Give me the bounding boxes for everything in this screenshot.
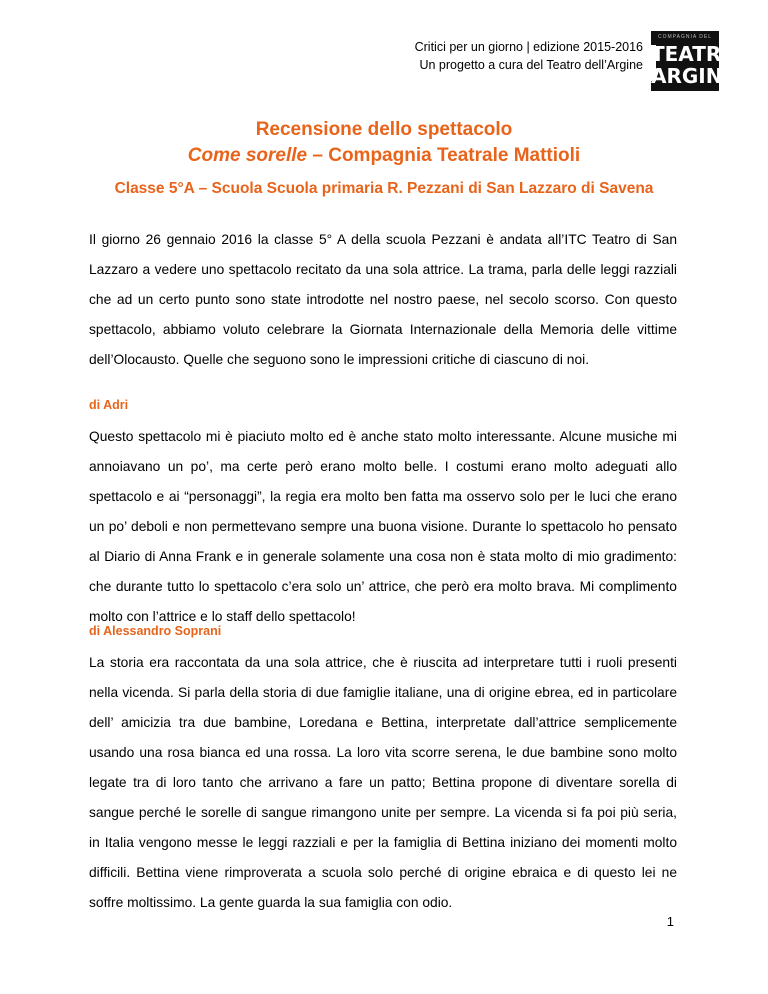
logo-line-2: ARGINE [651, 64, 737, 88]
intro-paragraph: Il giorno 26 gennaio 2016 la classe 5° A della scuola Pezzani è andata all’ITC Teatro di San Lazzaro a vedere uno spettacolo recitato da una sola attrice. La trama, parla delle leggi razziali che ad un certo punto sono state introdotte nel nostro paese, nel secolo scorso. Con questo spettacolo, abbiamo voluto celebrare la Giornata Internazionale della Memoria delle vittime dell’Olocausto. Quelle che seguono sono le impressioni critiche di ciascuno di noi. [89, 232, 677, 367]
logo-small-text: COMPAGNIA DEL [657, 34, 713, 40]
section-heading-adri: di Adri [89, 398, 129, 412]
header-line-2: Un progetto a cura del Teatro dell’Argine [419, 58, 643, 72]
title-line-1: Recensione dello spettacolo [255, 119, 513, 140]
teatro-argine-logo [651, 31, 739, 91]
page-number: 1 [666, 914, 674, 929]
company-name: – Compagnia Teatrale Mattioli [307, 145, 581, 166]
section-body-soprani: La storia era raccontata da una sola attrice, che è riuscita ad interpretare tutti i ruoli presenti nella vicenda. Si parla della storia di due famiglie italiane, una di origine ebrea, ed in particolare dell’ amicizia tra due bambine, Loredana e Bettina, interpretate dall’attrice semplicemente usando una rosa bianca ed una rossa. La loro vita scorre serena, le due bambine sono molto legate tra di loro tanto che arrivano a fare un patto; Bettina propone di diventare sorella di sangue perché le sorelle di sangue rimangono unite per sempre. La vicenda si fa poi più seria, in Italia vengono messe le leggi razziali e per la famiglia di Bettina iniziano dei momenti molto difficili. Bettina viene rimproverata a scuola solo perché di origine ebraica e di questo lei ne soffre moltissimo. La gente guarda la sua famiglia con odio. [89, 655, 677, 910]
document-title [0, 117, 768, 169]
class-subtitle: Classe 5°A – Scuola Scuola primaria R. Pezzani di San Lazzaro di Savena [114, 180, 654, 197]
section-heading-soprani: di Alessandro Soprani [89, 624, 222, 638]
header-line-1: Critici per un giorno | edizione 2015-2016 [414, 40, 643, 54]
show-name: Come sorelle [187, 145, 308, 166]
logo-line-1: TEATRO [651, 42, 739, 66]
section-body-adri: Questo spettacolo mi è piaciuto molto ed è anche stato molto interessante. Alcune musiche mi annoiavano un po’, ma certe però erano molto belle. I costumi erano molto adeguati allo spettacolo e ai “personaggi”, la regia era molto ben fatta ma osservo solo per le luci che erano un po’ deboli e non permettevano sempre una buona visione. Durante lo spettacolo ho pensato al Diario di Anna Frank e in generale solamente una cosa non è stata molto di mio gradimento: che durante tutto lo spettacolo c’era solo un’ attrice, che però era molto brava. Mi complimento molto con l’attrice e lo staff dello spettacolo! [89, 429, 677, 624]
page-header [415, 38, 643, 74]
title-line-2 [0, 143, 768, 169]
